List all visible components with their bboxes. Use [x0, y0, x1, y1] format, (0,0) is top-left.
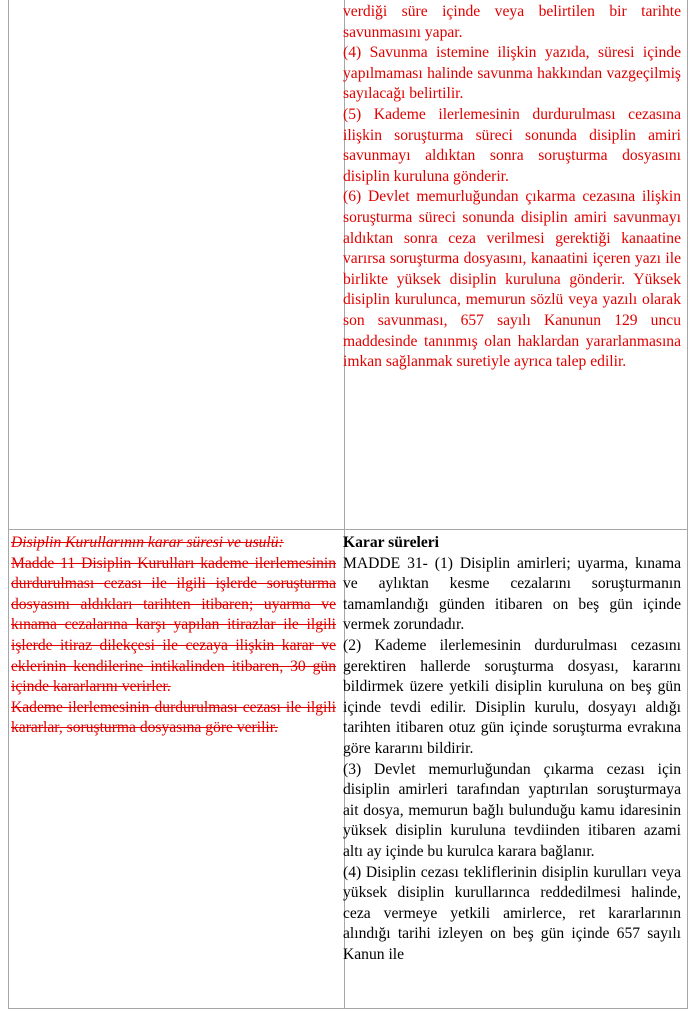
- new-text-cell-bottom: [343, 533, 681, 965]
- repealed-text-cell: [11, 533, 336, 739]
- article-31-paragraph-4: (4) Disiplin cezası tekliflerinin disiplin kurulları veya yüksek disiplin kurullarınca reddedilmesi halinde, ceza vermeye yetkili amirlerce, ret kararlarının alındığı tarihi izleyen on beş gün içinde 657 sayılı Kanun ile: [343, 863, 681, 963]
- new-text-cell-top: [343, 2, 681, 373]
- paragraph-4: (4) Savunma istemine ilişkin yazıda, süresi içinde yapılmaması halinde savunma hakkından vazgeçilmiş sayılacağı belirtilir.: [343, 44, 681, 103]
- repealed-article-11: Madde 11 Disiplin Kurulları kademe ilerlemesinin durdurulması cezası ile ilgili işlerde soruşturma dosyasını aldıkları tarihten itibaren; uyarma ve kınama cezalarına karşı yapılan itirazlar ile ilgili işlerde itiraz dilekçesi ile cezaya ilişkin karar ve eklerinin kendilerine intikalinden itibaren, 30 gün içinde kararlarını verirler.: [11, 554, 336, 696]
- paragraph-5: (5) Kademe ilerlemesinin durdurulması cezasına ilişkin soruşturma süreci sonunda disiplin amiri savunmayı aldıktan sonra soruşturma dosyasını disiplin kuruluna gönderir.: [343, 105, 681, 185]
- article-heading: Karar süreleri: [343, 534, 439, 551]
- repealed-paragraph-2: Kademe ilerlemesinin durdurulması cezası ile ilgili kararlar, soruşturma dosyasına göre verilir.: [11, 698, 336, 737]
- article-31-paragraph-3: (3) Devlet memurluğundan çıkarma cezası için disiplin amirleri tarafından yaptırılan soruşturmaya ait dosya, memurun bağlı bulunduğu kamu idaresinin yüksek disiplin kuruluna tevdiinden itibaren azami altı ay içinde bu kurulca karara bağlanır.: [343, 760, 681, 860]
- article-31-paragraph-2: (2) Kademe ilerlemesinin durdurulması cezasını gerektiren hallerde soruşturma dosyası, kararını bildirmek üzere yetkili disiplin kuruluna on beş gün içinde tevdi edilir. Disiplin kurulu, dosyayı aldığı tarihten itibaren otuz gün içinde soruşturma evrakına göre kararını bildirir.: [343, 636, 681, 757]
- paragraph-continuation: verdiği süre içinde veya belirtilen bir tarihte savunmasını yapar.: [343, 3, 681, 41]
- row-divider: [9, 529, 687, 530]
- article-31-paragraph-1: MADDE 31- (1) Disiplin amirleri; uyarma, kınama ve aylıktan kesme cezalarını soruşturmanın tamamlandığı günden itibaren on beş gün içinde vermek zorundadır.: [343, 554, 681, 634]
- repealed-heading: Disiplin Kurullarının karar süresi ve usulü:: [11, 534, 284, 551]
- paragraph-6: (6) Devlet memurluğundan çıkarma cezasına ilişkin soruşturma süreci sonunda disiplin amiri savunmayı aldıktan sonra ceza verilmesi gerektiği kanaatine varırsa soruşturma dosyasını, kanaatini içeren yazı ile birlikte yüksek disiplin kuruluna gönderir. Yüksek disiplin kurulunca, memurun sözlü veya yazılı olarak son savunması, 657 sayılı Kanunun 129 uncu maddesinde tanınmış olan haklardan yararlanmasına imkan sağlanmak suretiyle ayrıca talep edilir.: [343, 188, 681, 371]
